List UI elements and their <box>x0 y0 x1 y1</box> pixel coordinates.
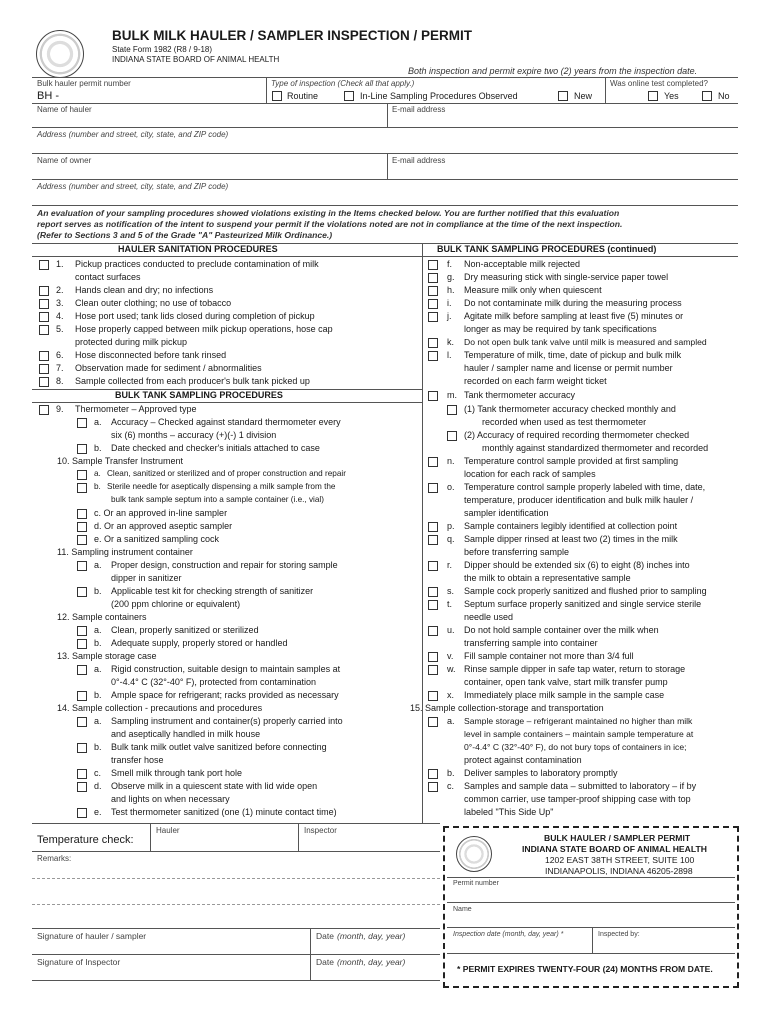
item-letter: a. <box>94 469 101 478</box>
item-text: Hose properly capped between milk pickup operations, hose cap <box>75 324 333 334</box>
item-letter: o. <box>447 482 455 492</box>
permit-card-number-field[interactable]: Permit number <box>453 880 499 887</box>
item-text: longer as may be required by tank specifications <box>464 324 657 334</box>
item-10b-checkbox[interactable] <box>77 483 87 493</box>
item-2-checkbox[interactable] <box>39 286 49 296</box>
permit-card-expiration: * PERMIT EXPIRES TWENTY-FOUR (24) MONTHS FROM DATE. <box>457 964 713 974</box>
item-text: protect against contamination <box>464 755 582 765</box>
item-number: 5. <box>56 324 64 334</box>
item-text: Sterile needle for aseptically dispensing a milk sample from the <box>107 482 336 491</box>
permit-number-field[interactable]: BH - <box>37 90 59 102</box>
item-9b-checkbox[interactable] <box>77 444 87 454</box>
item-heading: 12. Sample containers <box>57 612 147 622</box>
item-letter: n. <box>447 456 455 466</box>
item-14d-checkbox[interactable] <box>77 782 87 792</box>
item-text: location for each rack of samples <box>464 469 596 479</box>
online-yes-label: Yes <box>664 91 679 101</box>
notice-line-1: An evaluation of your sampling procedures showed violations existing in the Items checked below. You are further notified that this evaluation <box>37 208 620 218</box>
item-letter: a. <box>94 664 102 674</box>
item-text: Bulk tank milk outlet valve sanitized before connecting <box>111 742 327 752</box>
item-letter: b. <box>447 768 455 778</box>
item-text: recorded when used as test thermometer <box>482 417 647 427</box>
item-letter: b. <box>94 690 102 700</box>
item-text: monthly against standardized thermometer and recorded <box>482 443 709 453</box>
item-i-checkbox[interactable] <box>428 299 438 309</box>
item-14e-checkbox[interactable] <box>77 808 87 818</box>
inline-sampling-checkbox[interactable] <box>344 91 354 101</box>
inspector-date-format[interactable]: (month, day, year) <box>337 957 406 967</box>
item-12a-checkbox[interactable] <box>77 626 87 636</box>
item-13b-checkbox[interactable] <box>77 691 87 701</box>
item-text: (2) Accuracy of required recording thermometer checked <box>464 430 690 440</box>
item-11b-checkbox[interactable] <box>77 587 87 597</box>
item-r-checkbox[interactable] <box>428 561 438 571</box>
item-text: Immediately place milk sample in the sample case <box>464 690 665 700</box>
sanitation-header: HAULER SANITATION PROCEDURES <box>118 244 278 254</box>
item-letter: b. <box>94 586 102 596</box>
item-9a-checkbox[interactable] <box>77 418 87 428</box>
permit-card-name-field[interactable]: Name <box>453 906 472 913</box>
item-text: Do not contaminate milk during the measuring process <box>464 298 682 308</box>
item-letter: p. <box>447 521 455 531</box>
item-letter: a. <box>94 625 102 635</box>
item-heading: 14. Sample collection - precautions and procedures <box>57 703 263 713</box>
item-text: 0°-4.4° C (32°-40° F), protected from contamination <box>111 677 316 687</box>
item-text: Temperature control sample provided at first sampling <box>464 456 679 466</box>
item-letter: f. <box>447 259 453 269</box>
item-letter: m. <box>447 390 457 400</box>
item-1-checkbox[interactable] <box>39 260 49 270</box>
inspector-date-label: Date <box>316 957 334 967</box>
item-letter: q. <box>447 534 455 544</box>
item-9-checkbox[interactable] <box>39 405 49 415</box>
item-text: level in sample containers – maintain sample temperature at <box>464 729 694 739</box>
item-text: Dry measuring stick with single-service paper towel <box>464 272 669 282</box>
item-5-checkbox[interactable] <box>39 325 49 335</box>
item-text: Do not hold sample container over the milk when <box>464 625 659 635</box>
item-l-checkbox[interactable] <box>428 351 438 361</box>
item-text: Ample space for refrigerant; racks provided as necessary <box>111 690 339 700</box>
item-10a-checkbox[interactable] <box>77 470 87 480</box>
hauler-email-field[interactable]: E-mail address <box>392 105 446 114</box>
temp-hauler-field[interactable]: Hauler <box>156 826 180 835</box>
item-text: and aseptically handled in milk house <box>111 729 261 739</box>
item-m1-checkbox[interactable] <box>447 405 457 415</box>
item-u-checkbox[interactable] <box>428 626 438 636</box>
permit-card-agency: INDIANA STATE BOARD OF ANIMAL HEALTH <box>522 844 707 854</box>
hauler-signature-field[interactable]: Signature of hauler / sampler <box>37 931 147 941</box>
item-text: Samples and sample data – submitted to laboratory – if by <box>464 781 697 791</box>
permit-card-seal <box>456 836 492 872</box>
item-v-checkbox[interactable] <box>428 652 438 662</box>
item-letter: e. <box>94 807 102 817</box>
item-text: temperature, producer identification and bulk milk hauler / <box>464 495 694 505</box>
agency-name: INDIANA STATE BOARD OF ANIMAL HEALTH <box>112 55 280 64</box>
item-s-checkbox[interactable] <box>428 587 438 597</box>
item-text: Do not open bulk tank valve until milk is measured and sampled <box>464 337 707 347</box>
item-letter: w. <box>447 664 456 674</box>
item-text: Observation made for sediment / abnormalities <box>75 363 262 373</box>
item-text: Dipper should be extended six (6) to eight (8) inches into <box>464 560 690 570</box>
indiana-state-seal <box>36 30 84 78</box>
item-text: Clean, properly sanitized or sterilized <box>111 625 259 635</box>
form-title: BULK MILK HAULER / SAMPLER INSPECTION / PERMIT <box>112 28 473 43</box>
form-number: State Form 1982 (R8 / 9-18) <box>112 45 213 54</box>
item-letter: s. <box>447 586 455 596</box>
item-number: 9. <box>56 404 64 414</box>
item-number: 2. <box>56 285 64 295</box>
item-text: Sampling instrument and container(s) properly carried into <box>111 716 343 726</box>
item-h-checkbox[interactable] <box>428 286 438 296</box>
online-test-label: Was online test completed? <box>610 79 708 88</box>
item-n-checkbox[interactable] <box>428 457 438 467</box>
item-text: Agitate milk before sampling at least five (5) minutes or <box>464 311 684 321</box>
online-no-checkbox[interactable] <box>702 91 712 101</box>
item-text: Adequate supply, properly stored or handled <box>111 638 288 648</box>
item-letter: b. <box>94 443 102 453</box>
item-text: Sample containers legibly identified at collection point <box>464 521 678 531</box>
hauler-date-format[interactable]: (month, day, year) <box>337 931 406 941</box>
item-number: 8. <box>56 376 64 386</box>
item-m-checkbox[interactable] <box>428 391 438 401</box>
temperature-check-label: Temperature check: <box>37 834 134 846</box>
tank-sampling-cont-header: BULK TANK SAMPLING PROCEDURES (continued) <box>437 244 657 254</box>
hauler-date-label: Date <box>316 931 334 941</box>
item-text: Sample dipper rinsed at least two (2) times in the milk <box>464 534 678 544</box>
item-letter: h. <box>447 285 455 295</box>
notice-line-2: report serves as notification of the intent to suspend your permit if the violations noted are not in compliance at the time of the next inspection. <box>37 219 623 229</box>
routine-checkbox[interactable] <box>272 91 282 101</box>
item-letter: b. <box>94 638 102 648</box>
item-10d-checkbox[interactable] <box>77 522 87 532</box>
item-text: transferring sample into container <box>464 638 598 648</box>
item-letter: u. <box>447 625 455 635</box>
item-letter: j. <box>447 311 452 321</box>
item-text: Smell milk through tank port hole <box>111 768 243 778</box>
item-number: 3. <box>56 298 64 308</box>
item-number: 7. <box>56 363 64 373</box>
item-text: Test thermometer sanitized (one (1) minute contact time) <box>111 807 337 817</box>
permit-card-inspection-date-field[interactable]: Inspection date (month, day, year) * <box>453 931 564 938</box>
item-heading: 13. Sample storage case <box>57 651 157 661</box>
item-text: Sample cock properly sanitized and flushed prior to sampling <box>464 586 707 596</box>
item-number: 1. <box>56 259 64 269</box>
new-checkbox[interactable] <box>558 91 568 101</box>
item-text: dipper in sanitizer <box>111 573 182 583</box>
item-letter: x. <box>447 690 455 700</box>
item-text: Applicable test kit for checking strength of sanitizer <box>111 586 314 596</box>
item-letter: c. <box>94 768 102 778</box>
item-heading: 15. Sample collection-storage and transportation <box>410 703 604 713</box>
item-text: Temperature control sample properly labeled with time, date, <box>464 482 706 492</box>
item-f-checkbox[interactable] <box>428 260 438 270</box>
item-letter: b. <box>94 742 102 752</box>
item-text: Proper design, construction and repair for storing sample <box>111 560 338 570</box>
item-3-checkbox[interactable] <box>39 299 49 309</box>
item-14c-checkbox[interactable] <box>77 769 87 779</box>
item-letter: r. <box>447 560 453 570</box>
item-text: labeled "This Side Up" <box>464 807 554 817</box>
item-letter: b. <box>94 482 101 491</box>
online-no-label: No <box>718 91 730 101</box>
permit-card-title: BULK HAULER / SAMPLER PERMIT <box>544 833 691 843</box>
item-letter: t. <box>447 599 453 609</box>
owner-name-field[interactable]: Name of owner <box>37 156 92 165</box>
item-text: Non-acceptable milk rejected <box>464 259 581 269</box>
hauler-address-field[interactable]: Address (number and street, city, state, and ZIP code) <box>37 130 229 139</box>
item-letter: a. <box>447 716 455 726</box>
item-text: Hose port used; tank lids closed during completion of pickup <box>75 311 315 321</box>
permit-card-city: INDIANAPOLIS, INDIANA 46205-2898 <box>545 866 693 876</box>
item-text: Date checked and checker's initials attached to case <box>111 443 320 453</box>
item-text: Septum surface properly sanitized and single service sterile <box>464 599 702 609</box>
notice-line-3: (Refer to Sections 3 and 5 of the Grade "A" Pasteurized Milk Ordinance.) <box>37 230 333 240</box>
item-j-checkbox[interactable] <box>428 312 438 322</box>
item-text: Rinse sample dipper in safe tap water, return to storage <box>464 664 686 674</box>
item-13a-checkbox[interactable] <box>77 665 87 675</box>
item-letter: k. <box>447 337 455 347</box>
item-text: the milk to obtain a representative sample <box>464 573 631 583</box>
item-letter: c. <box>447 781 455 791</box>
item-text: Clean outer clothing; no use of tobacco <box>75 298 232 308</box>
expiration-note: Both inspection and permit expire two (2) years from the inspection date. <box>408 66 698 76</box>
owner-email-field[interactable]: E-mail address <box>392 156 446 165</box>
item-text: recorded on each farm weight ticket <box>464 376 607 386</box>
item-text: Measure milk only when quiescent <box>464 285 602 295</box>
item-q-checkbox[interactable] <box>428 535 438 545</box>
item-text: Fill sample container not more than 3/4 full <box>464 651 634 661</box>
item-text: Rigid construction, suitable design to maintain samples at <box>111 664 341 674</box>
item-text: c. Or an approved in-line sampler <box>94 508 228 518</box>
item-text: Temperature of milk, time, date of pickup and bulk milk <box>464 350 682 360</box>
item-text: Hands clean and dry; no infections <box>75 285 214 295</box>
remarks-field[interactable]: Remarks: <box>37 854 72 863</box>
item-text: d. Or an approved aseptic sampler <box>94 521 233 531</box>
item-text: needle used <box>464 612 514 622</box>
item-text: Clean, sanitized or sterilized and of proper construction and repair <box>107 469 346 478</box>
item-text: Tank thermometer accuracy <box>464 390 576 400</box>
item-text: Observe milk in a quiescent state with lid wide open <box>111 781 318 791</box>
item-number: 4. <box>56 311 64 321</box>
item-letter: v. <box>447 651 454 661</box>
item-letter: i. <box>447 298 452 308</box>
item-14b-checkbox[interactable] <box>77 743 87 753</box>
item-text: hauler / sampler name and license or permit number <box>464 363 673 373</box>
item-text: Hose disconnected before tank rinsed <box>75 350 227 360</box>
online-yes-checkbox[interactable] <box>648 91 658 101</box>
item-text: (1) Tank thermometer accuracy checked monthly and <box>464 404 676 414</box>
item-10e-checkbox[interactable] <box>77 535 87 545</box>
item-15c-checkbox[interactable] <box>428 782 438 792</box>
inspector-signature-field[interactable]: Signature of Inspector <box>37 957 121 967</box>
item-7-checkbox[interactable] <box>39 364 49 374</box>
item-15b-checkbox[interactable] <box>428 769 438 779</box>
permit-card-street: 1202 EAST 38TH STREET, SUITE 100 <box>545 855 695 865</box>
item-10c-checkbox[interactable] <box>77 509 87 519</box>
item-text: transfer hose <box>111 755 164 765</box>
hauler-name-field[interactable]: Name of hauler <box>37 105 92 114</box>
item-letter: a. <box>94 716 102 726</box>
permit-number-label: Bulk hauler permit number <box>37 79 131 88</box>
item-number: 6. <box>56 350 64 360</box>
routine-label: Routine <box>287 91 319 101</box>
item-text: Deliver samples to laboratory promptly <box>464 768 618 778</box>
item-4-checkbox[interactable] <box>39 312 49 322</box>
item-text: e. Or a sanitized sampling cock <box>94 534 220 544</box>
item-g-checkbox[interactable] <box>428 273 438 283</box>
item-text: contact surfaces <box>75 272 141 282</box>
item-text: protected during milk pickup <box>75 337 188 347</box>
item-text: six (6) months – accuracy (+)(-) 1 division <box>111 430 277 440</box>
item-w-checkbox[interactable] <box>428 665 438 675</box>
item-letter: l. <box>447 350 452 360</box>
inspection-type-label: Type of inspection (Check all that apply.) <box>271 79 415 88</box>
temp-inspector-field[interactable]: Inspector <box>304 826 337 835</box>
item-text: 0°-4.4° C (32°-40° F), do not bury tops of containers in ice; <box>464 742 687 752</box>
owner-address-field[interactable]: Address (number and street, city, state, and ZIP code) <box>37 182 229 191</box>
item-heading: 11. Sampling instrument container <box>57 547 193 557</box>
item-letter: g. <box>447 272 455 282</box>
item-text: Thermometer – Approved type <box>75 404 197 414</box>
item-14a-checkbox[interactable] <box>77 717 87 727</box>
item-text: sampler identification <box>464 508 549 518</box>
item-letter: a. <box>94 560 102 570</box>
item-6-checkbox[interactable] <box>39 351 49 361</box>
item-o-checkbox[interactable] <box>428 483 438 493</box>
item-text: container, open tank valve, start milk transfer pump <box>464 677 668 687</box>
item-12b-checkbox[interactable] <box>77 639 87 649</box>
item-text: before transferring sample <box>464 547 570 557</box>
item-text: and lights on when necessary <box>111 794 230 804</box>
item-letter: d. <box>94 781 102 791</box>
item-text: bulk tank sample septum into a sample container (i.e., vial) <box>111 495 324 504</box>
item-text: Accuracy – Checked against standard thermometer every <box>111 417 341 427</box>
permit-card-inspected-by-field[interactable]: Inspected by: <box>598 931 640 938</box>
item-t-checkbox[interactable] <box>428 600 438 610</box>
item-text: Sample storage – refrigerant maintained no higher than milk <box>464 716 693 726</box>
item-text: Sample collected from each producer's bulk tank picked up <box>75 376 310 386</box>
item-15a-checkbox[interactable] <box>428 717 438 727</box>
item-m2-checkbox[interactable] <box>447 431 457 441</box>
item-k-checkbox[interactable] <box>428 338 438 348</box>
item-text: Pickup practices conducted to preclude contamination of milk <box>75 259 319 269</box>
item-x-checkbox[interactable] <box>428 691 438 701</box>
item-heading: 10. Sample Transfer Instrument <box>57 456 184 466</box>
item-8-checkbox[interactable] <box>39 377 49 387</box>
tank-sampling-header: BULK TANK SAMPLING PROCEDURES <box>115 390 283 400</box>
item-text: (200 ppm chlorine or equivalent) <box>111 599 241 609</box>
inline-sampling-label: In-Line Sampling Procedures Observed <box>360 91 518 101</box>
item-11a-checkbox[interactable] <box>77 561 87 571</box>
item-text: common carrier, use tamper-proof shipping case with top <box>464 794 691 804</box>
item-letter: a. <box>94 417 102 427</box>
new-label: New <box>574 91 593 101</box>
item-p-checkbox[interactable] <box>428 522 438 532</box>
